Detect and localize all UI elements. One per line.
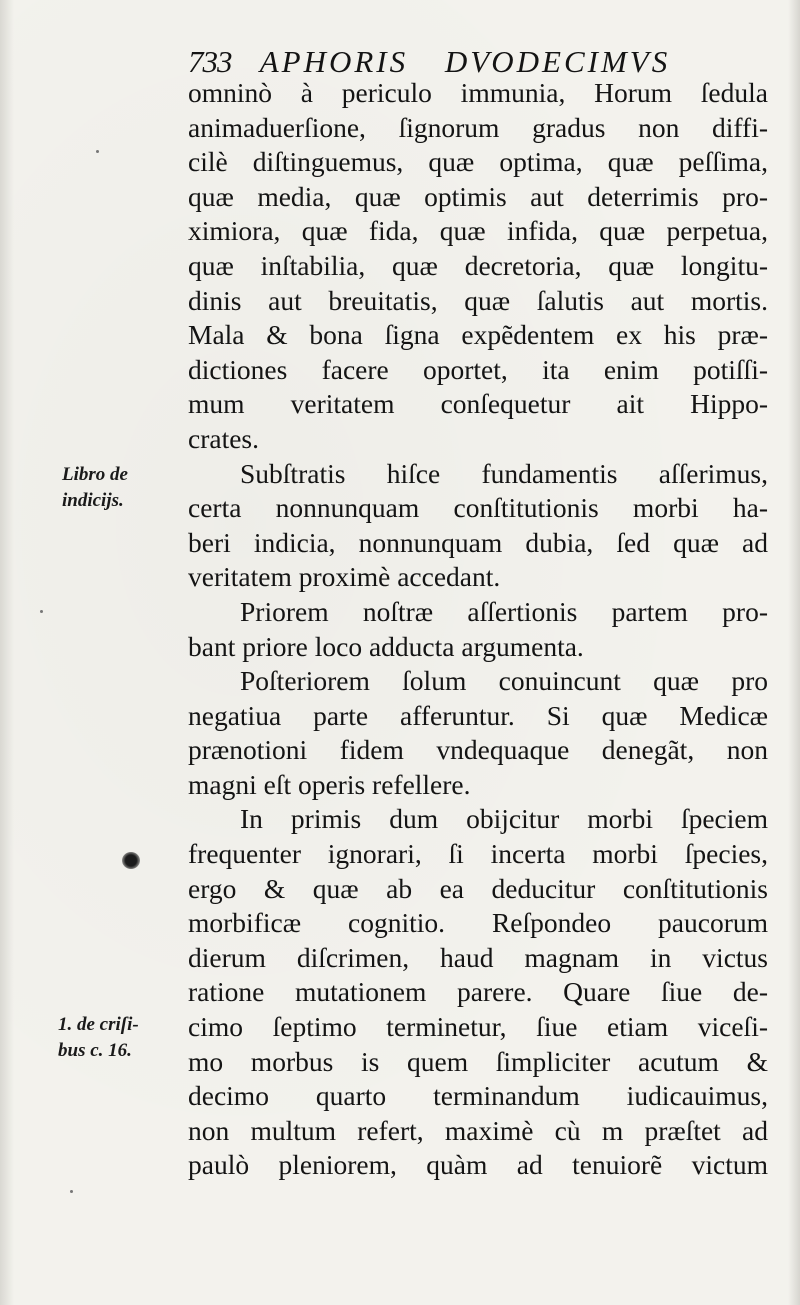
text-line: ratione mutationem parere. Quare ſiue de- xyxy=(188,976,768,1008)
text-line: omninò à periculo immunia, Horum ſedula xyxy=(188,77,768,108)
paragraph-start-line: Subſtratis hiſce fundamentis aſſerimus, xyxy=(240,457,768,489)
text-line: cimo ſeptimo terminetur, ſiue etiam viceſi- xyxy=(188,1011,768,1043)
running-head-title-part1: APHORIS xyxy=(259,44,409,79)
text-line: Mala & bona ſigna expẽdentem ex his præ- xyxy=(188,319,768,351)
margin-note-de-crisibus xyxy=(58,1012,139,1064)
text-line: cilè diſtinguemus, quæ optima, quæ peſſima, xyxy=(188,146,768,178)
text-line: frequenter ignorari, ſi incerta morbi ſpecies, xyxy=(188,838,768,870)
margin-note-libro-de-indicijs xyxy=(62,462,128,514)
text-line: negatiua parte afferuntur. Si quæ Medicæ xyxy=(188,699,768,731)
text-line: veritatem proximè accedant. xyxy=(188,561,501,593)
paragraph-start-line: Priorem noſtræ aſſertionis partem pro- xyxy=(240,595,768,627)
text-line: dierum diſcrimen, haud magnam in victus xyxy=(188,941,768,973)
paragraph-start-line: In primis dum obijcitur morbi ſpeciem xyxy=(240,803,768,835)
paper-speck xyxy=(40,610,43,613)
body-text xyxy=(188,76,768,1183)
running-head-title-part2: DVODECIMVS xyxy=(444,44,671,79)
text-line: morbificæ cognitio. Reſpondeo paucorum xyxy=(188,907,768,939)
margin-note-line: Libro de xyxy=(62,464,128,485)
paragraph-start-line: Poſteriorem ſolum conuincunt quæ pro xyxy=(240,665,768,697)
text-line: decimo quarto terminandum iudicauimus, xyxy=(188,1080,768,1112)
text-line: paulò pleniorem, quàm ad tenuiorẽ victum xyxy=(188,1149,768,1181)
text-line: prænotioni fidem vndequaque denegãt, non xyxy=(188,734,768,766)
margin-note-line: 1. de criſi- xyxy=(58,1014,139,1035)
text-line: quæ media, quæ optimis aut deterrimis pro- xyxy=(188,180,768,212)
page-edge-left xyxy=(0,0,14,1305)
text-line: quæ inſtabilia, quæ decretoria, quæ longitu- xyxy=(188,249,768,281)
text-line: bant priore loco adducta argumenta. xyxy=(188,630,584,662)
text-line: crates. xyxy=(188,422,259,454)
page-edge-right xyxy=(788,0,800,1305)
text-line: mo morbus is quem ſimpliciter acutum & xyxy=(188,1045,768,1077)
text-line: magni eſt operis refellere. xyxy=(188,768,471,800)
text-line: animaduerſione, ſignorum gradus non diffi- xyxy=(188,111,768,143)
text-line: ergo & quæ ab ea deducitur conſtitutionis xyxy=(188,872,768,904)
text-line: dictiones facere oportet, ita enim potiſſi- xyxy=(188,353,768,385)
ink-blot xyxy=(122,852,140,869)
text-line: mum veritatem conſequetur ait Hippo- xyxy=(188,388,768,420)
paper-speck xyxy=(96,150,99,153)
text-line: dinis aut breuitatis, quæ ſalutis aut mortis. xyxy=(188,284,768,316)
text-line: non multum refert, maximè cù m præſtet ad xyxy=(188,1114,768,1146)
margin-note-line: indicijs. xyxy=(62,490,124,511)
paper-speck xyxy=(70,1190,73,1193)
text-line: ximiora, quæ fida, quæ infida, quæ perpetua, xyxy=(188,215,768,247)
text-line: certa nonnunquam conſtitutionis morbi ha- xyxy=(188,492,768,524)
text-line: beri indicia, nonnunquam dubia, ſed quæ ad xyxy=(188,526,768,558)
page-number: 733 xyxy=(188,44,232,79)
margin-note-line: bus c. 16. xyxy=(58,1040,132,1061)
